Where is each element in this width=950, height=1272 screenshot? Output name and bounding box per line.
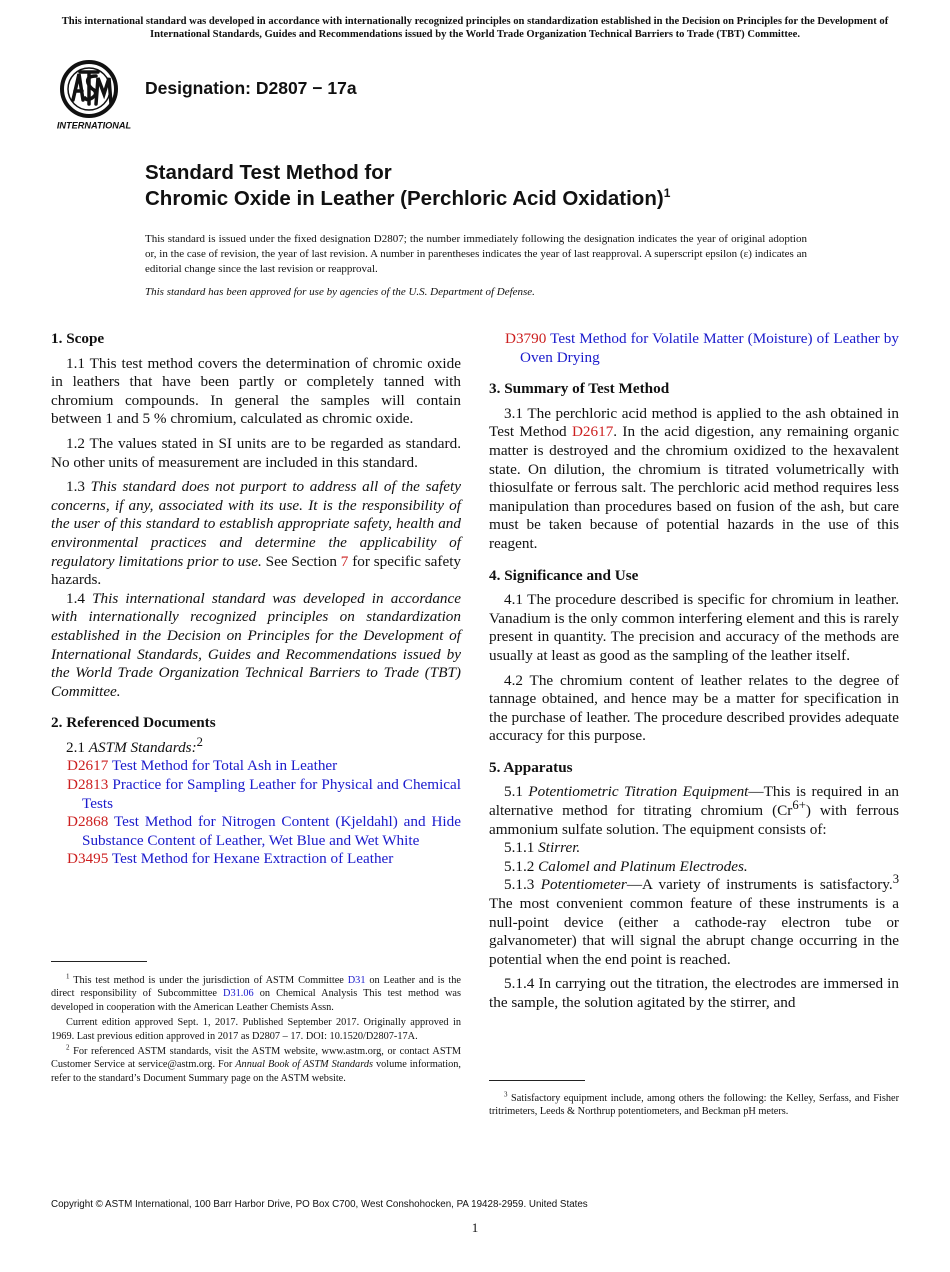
paragraph-5-1-1: 5.1.1 Stirrer.	[504, 839, 581, 857]
ref-item-d2868[interactable]: D2868 Test Method for Nitrogen Content (Kjeldahl) and Hide Substance Content of Leather, Wet Blue and Wet White	[67, 813, 461, 849]
paragraph-5-1-2: 5.1.2 Calomel and Platinum Electrodes.	[504, 857, 748, 875]
title-footnote-mark: 1	[663, 186, 671, 201]
footnote-2: $^2$ For referenced ASTM standards, visit the ASTM website, www.astm.org, or contact ASTM Customer Service at service@astm.org. For Annual Book of ASTM Standards volume information, refer to the standard’s Document Summary page on the ASTM website.	[51, 1043, 462, 1084]
paragraph-5-1: 5.1 Potentiometric Titration Equipment—This is required in an alternative method for titrating chromium $(Cr^{6+})$ with ferrous ammonium sulfate solution. The equipment consists of:	[489, 783, 899, 838]
footnote-divider-right	[489, 1080, 585, 1081]
footnote-1: $^1$ This test method is under the jurisdiction of ASTM Committee D31 on Leather and is the direct responsibility of Subcommittee D31.06 on Chemical Analysis This test method was developed in cooperation with the American Leather Chemists Assn.	[51, 972, 461, 1013]
d2617-inline-link[interactable]: D2617	[571, 423, 614, 441]
paragraph-4-1: 4.1 The procedure described is specific for chromium in leather. Vanadium is the only common interfering element and this is rarely present in quantity. The precision and accuracy of the methods are usually at least as good as the sampling of the leather itself.	[489, 591, 899, 664]
paragraph-3-1: 3.1 The perchloric acid method is applied to the ash obtained in Test Method D2617. In the acid digestion, any remaining organic matter is destroyed and the chromium oxidized to the hexavalent state. On dilution, the chromium is titrated volumetrically with thiosulfate or ferrous salt. The perchloric acid method requires less manipulation than procedures based on fusion of the ash, but care must be taken because of potential hazards in the use of this reagent.	[489, 404, 899, 552]
paragraph-1-4: 1.4 This international standard was developed in accordance with internationally recognized principles on standardization established in the Decision on Principles for the Development of International Standards, Guides and Recommendations issued by the World Trade Organization Technical Barriers to Trade (TBT) Committee.	[51, 589, 462, 700]
left-column	[51, 330, 461, 869]
designation: Designation: D2807 − 17a	[145, 78, 357, 98]
paragraph-5-1-4: 5.1.4 In carrying out the titration, the electrodes are immersed in the sample, the solution agitated by the stirrer, and	[489, 975, 899, 1011]
footnotes-right	[489, 1092, 899, 1121]
footnote-3: $^3$ Satisfactory equipment include, among others the following: the Kelley, Serfass, and Fisher tritrimeters, Leeds & Northrup potentiometers, and Beckman pH meters.	[489, 1090, 900, 1118]
ref-item-d2617[interactable]: D2617 Test Method for Total Ash in Leather	[67, 757, 338, 775]
right-column	[489, 330, 899, 1013]
issuance-statement: This standard is issued under the fixed designation D2807; the number immediately following the designation indicates the year of original adoption or, in the case of revision, the year of last revision. A number in parentheses indicates the year of last reapproval. A superscript epsilon (ε) indicates an editorial change since the last revision or reapproval.	[145, 233, 807, 275]
committee-d31-link[interactable]: D31	[347, 975, 366, 986]
title-line1: Standard Test Method for	[145, 161, 392, 184]
paragraph-2-1: 2.1 ASTM Standards:$^2$	[66, 734, 203, 756]
section-heading-significance: 4. Significance and Use	[489, 566, 639, 584]
section-heading-referenced-documents: 2. Referenced Documents	[51, 714, 216, 732]
ref-item-d3495[interactable]: D3495 Test Method for Hexane Extraction of Leather	[67, 850, 394, 868]
paragraph-5-1-3: 5.1.3 Potentiometer—A variety of instruments is satisfactory.$^3$ The most convenient common feature of these instruments is a null-point device (either a cathode-ray electron tube or galvanometer) that will signal the abrupt change occurring in the potential when the end point is reached.	[489, 872, 900, 968]
section-heading-apparatus: 5. Apparatus	[489, 758, 573, 776]
page-number: 1	[471, 1220, 479, 1235]
section-7-link[interactable]: 7	[340, 552, 349, 570]
footnote-divider-left	[51, 961, 147, 962]
paragraph-1-1: 1.1 This test method covers the determination of chromic oxide in leathers that have been partly or completely tanned with chromium compounds. In general the samples will contain between 1 and 5 % chromium, calculated as chromic oxide.	[51, 354, 461, 428]
dod-approval: This standard has been approved for use by agencies of the U.S. Department of Defense.	[145, 286, 535, 298]
section-heading-summary: 3. Summary of Test Method	[489, 380, 670, 398]
subcommittee-d31-06-link[interactable]: D31.06	[223, 988, 254, 1000]
paragraph-1-2: 1.2 The values stated in SI units are to be regarded as standard. No other units of measurement are included in this standard.	[51, 434, 461, 471]
copyright: Copyright © ASTM International, 100 Barr Harbor Drive, PO Box C700, West Conshohocken, PA 19428-2959. United States	[51, 1199, 588, 1210]
document-title	[145, 160, 670, 212]
paragraph-4-2: 4.2 The chromium content of leather relates to the degree of tannage obtained, and hence may be a matter for specification in the purchase of leather. The procedure described provides adequate accuracy for this purpose.	[489, 671, 899, 745]
section-heading-scope: 1. Scope	[51, 330, 105, 347]
ref-item-d3790[interactable]: D3790 Test Method for Volatile Matter (Moisture) of Leather by Oven Drying	[505, 330, 899, 366]
paragraph-1-3: 1.3 This standard does not purport to address all of the safety concerns, if any, associated with its use. It is the responsibility of the user of this standard to establish appropriate safety, health and environmental practices and determine the applicability of regulatory limitations prior to use. See Section 7 for specific safety hazards.	[51, 478, 462, 589]
development-notice: This international standard was developed in accordance with internationally recognized principles on standardization established in the Decision on Principles for the Development of International Standards, Guides and Recommendations issued by the World Trade Organization Technical Barriers to Trade (TBT) Committee.	[61, 16, 889, 40]
logo-subtext: INTERNATIONAL	[56, 120, 132, 131]
footnote-1-edition: Current edition approved Sept. 1, 2017. Published September 2017. Originally approved in 1969. Last previous edition approved in 2017 as D2807 – 17. DOI: 10.1520/D2807-17A.	[51, 1017, 461, 1042]
ref-item-d2813[interactable]: D2813 Practice for Sampling Leather for Physical and Chemical Tests	[67, 776, 462, 812]
footnotes-left	[51, 974, 461, 1087]
astm-logo	[52, 56, 136, 134]
title-line2: Chromic Oxide in Leather (Perchloric Acid Oxidation)	[145, 187, 664, 210]
